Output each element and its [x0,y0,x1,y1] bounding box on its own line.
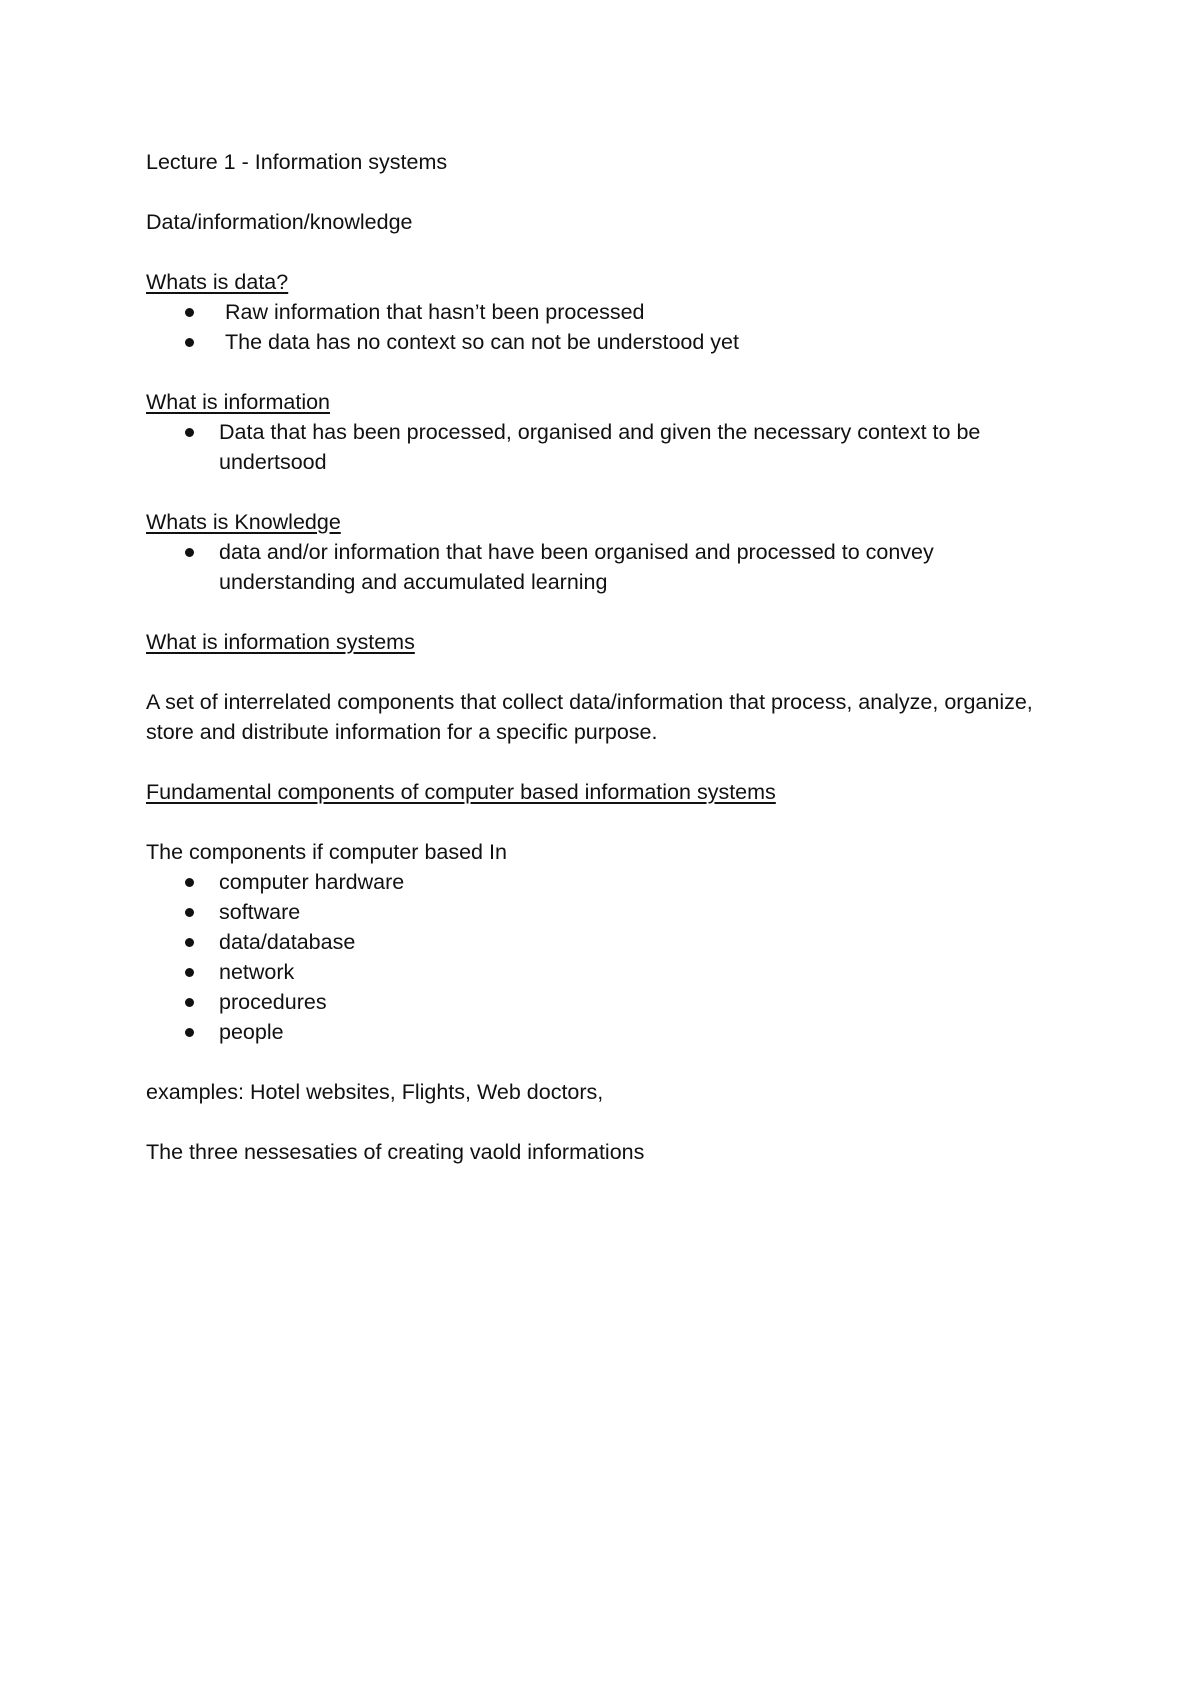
info-systems-definition: A set of interrelated components that collect data/information that process, analyze, organize, store and distribute information for a specific purpose. [146,690,1033,744]
document-body [146,147,1046,1167]
bullet-list-knowledge [146,537,1046,597]
bullet-icon [185,938,194,947]
spacer [146,1107,1046,1137]
list-item [146,957,1046,987]
spacer [146,177,1046,207]
list-item-text: computer hardware [219,870,405,894]
list-item [146,927,1046,957]
list-item [146,297,1046,327]
document-subtitle: Data/information/knowledge [146,210,413,234]
section-heading-components: Fundamental components of computer based information systems [146,780,776,804]
closing-text: The three nessesaties of creating vaold informations [146,1140,645,1164]
list-item [146,327,1046,357]
list-item-text: data and/or information that have been organised and processed to convey understanding and accumulated learning [219,540,934,594]
list-item-text: people [219,1020,284,1044]
section-heading-info-systems: What is information systems [146,630,415,654]
list-item-text: software [219,900,301,924]
bullet-icon [185,548,194,557]
bullet-icon [185,1028,194,1037]
section-heading-data: Whats is data? [146,270,289,294]
bullet-icon [185,998,194,1007]
list-item [146,537,1046,597]
bullet-icon [185,308,194,317]
bullet-list-components [146,867,1046,1047]
bullet-list-data [146,297,1046,357]
list-item-text: The data has no context so can not be understood yet [225,330,739,354]
bullet-list-information [146,417,1046,477]
spacer [146,357,1046,387]
list-item-text: Data that has been processed, organised and given the necessary context to be undertsood [219,420,981,474]
list-item-text: data/database [219,930,356,954]
list-item [146,1017,1046,1047]
list-item-text: procedures [219,990,327,1014]
list-item-text: network [219,960,295,984]
bullet-icon [185,968,194,977]
spacer [146,237,1046,267]
examples-text: examples: Hotel websites, Flights, Web doctors, [146,1080,604,1104]
bullet-icon [185,878,194,887]
spacer [146,1047,1046,1077]
section-heading-knowledge: Whats is Knowledge [146,510,341,534]
bullet-icon [185,908,194,917]
spacer [146,597,1046,627]
section-heading-information: What is information [146,390,331,414]
document-title: Lecture 1 - Information systems [146,150,448,174]
spacer [146,807,1046,837]
components-intro: The components if computer based In [146,840,507,864]
spacer [146,477,1046,507]
list-item-text: Raw information that hasn’t been processed [225,300,645,324]
list-item [146,897,1046,927]
bullet-icon [185,428,194,437]
spacer [146,657,1046,687]
list-item [146,987,1046,1017]
list-item [146,417,1046,477]
bullet-icon [185,338,194,347]
spacer [146,747,1046,777]
list-item [146,867,1046,897]
